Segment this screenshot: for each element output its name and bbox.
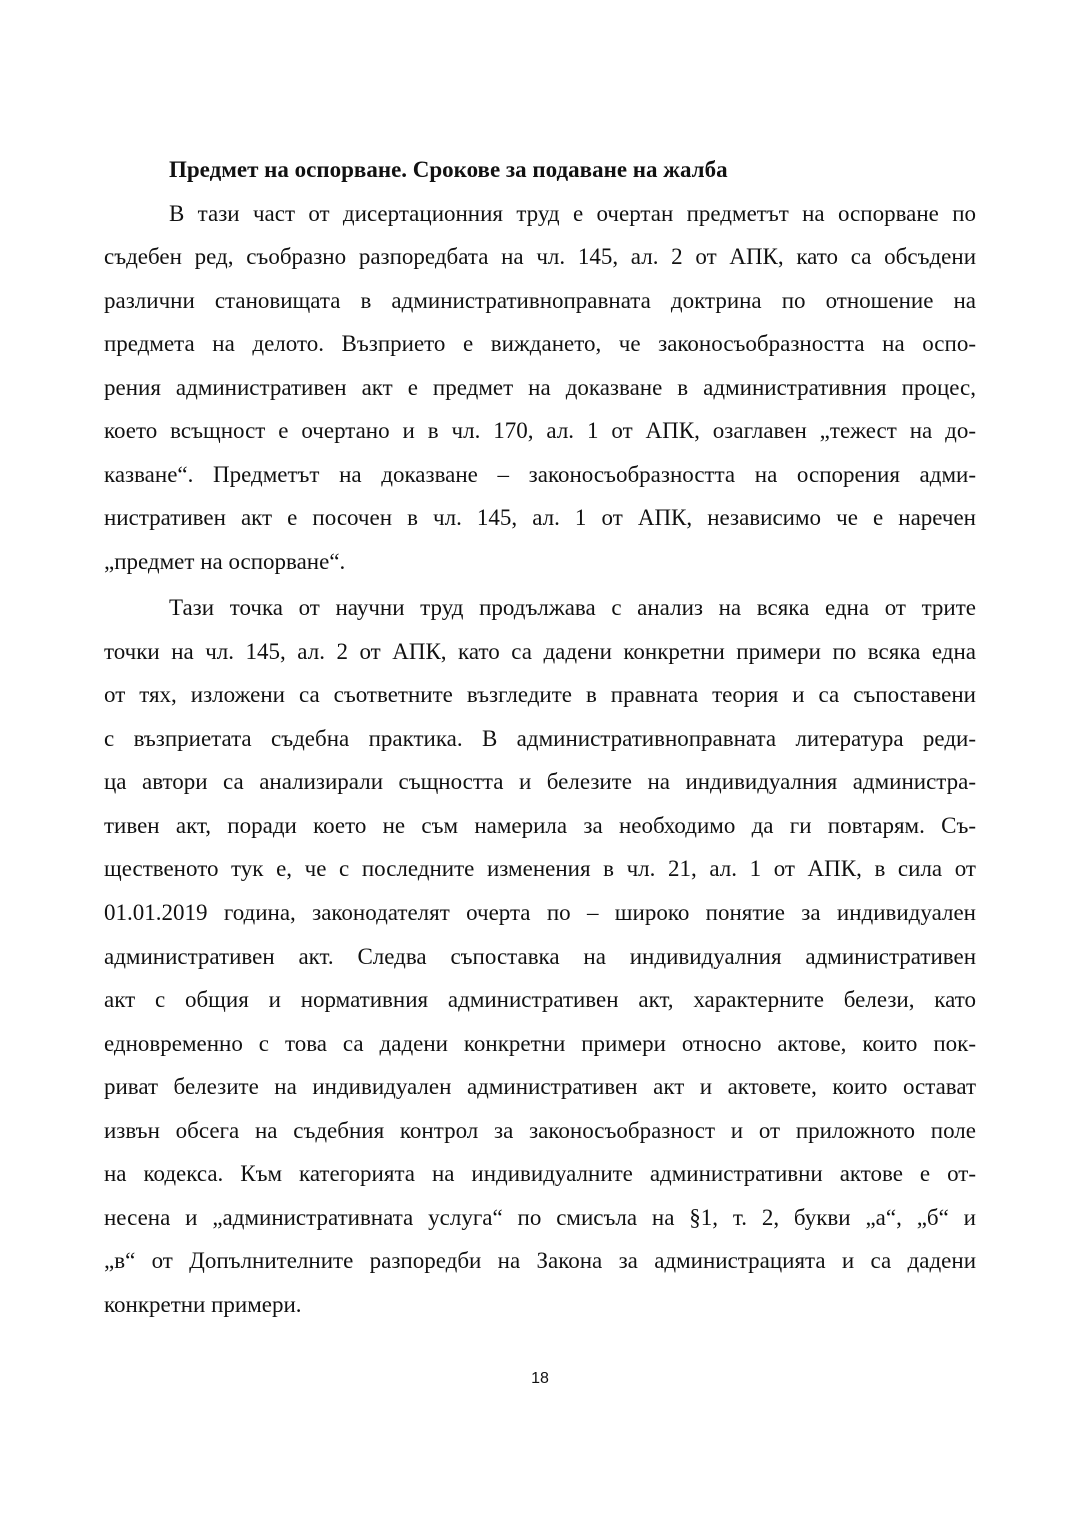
paragraph-1-line-5: рения административен акт е предмет на доказване в административния процес, bbox=[104, 375, 976, 400]
paragraph-2-line-1: Тази точка от научни труд продължава с анализ на всяка една от трите bbox=[169, 595, 976, 620]
paragraph-1-line-2: съдебен ред, съобразно разпоредбата на чл. 145, ал. 2 от АПК, като са обсъдени bbox=[104, 244, 976, 269]
paragraph-2-line-3: от тях, изложени са съответните възгледите в правната теория и са съпоставени bbox=[104, 682, 976, 707]
paragraph-2-line-7: щественото тук е, че с последните изменения в чл. 21, ал. 1 от АПК, в сила от bbox=[104, 856, 976, 881]
paragraph-1-line-3: различни становищата в административноправната доктрина по отношение на bbox=[104, 288, 976, 313]
paragraph-2-line-8: 01.01.2019 година, законодателят очерта по – широко понятие за индивидуален bbox=[104, 900, 976, 925]
paragraph-1-line-7: казване“. Предметът на доказване – законосъобразността на оспорения адми- bbox=[104, 462, 976, 487]
paragraph-1-line-8: нистративен акт е посочен в чл. 145, ал. 1 от АПК, независимо че е наречен bbox=[104, 505, 976, 530]
paragraph-2-line-15: несена и „административната услуга“ по смисъла на §1, т. 2, букви „а“, „б“ и bbox=[104, 1205, 976, 1230]
paragraph-1-line-4: предмета на делото. Възприето е виждането, че законосъобразността на оспо- bbox=[104, 331, 976, 356]
paragraph-2-line-10: акт с общия и нормативния административен акт, характерните белези, като bbox=[104, 987, 976, 1012]
paragraph-2-line-2: точки на чл. 145, ал. 2 от АПК, като са дадени конкретни примери по всяка една bbox=[104, 639, 976, 664]
page-number: 18 bbox=[531, 1370, 549, 1387]
paragraph-2-line-16: „в“ от Допълнителните разпоредби на Закона за администрацията и са дадени bbox=[104, 1248, 976, 1273]
paragraph-1-line-9: „предмет на оспорване“. bbox=[104, 549, 346, 574]
paragraph-2-line-4: с възприетата съдебна практика. В административноправната литература реди- bbox=[104, 726, 976, 751]
section-heading: Предмет на оспорване. Срокове за подаване на жалба bbox=[169, 157, 728, 182]
paragraph-2-line-11: едновременно с това са дадени конкретни примери относно актове, които пок- bbox=[104, 1031, 976, 1056]
paragraph-2-line-6: тивен акт, поради което не съм намерила за необходимо да ги повтарям. Съ- bbox=[104, 813, 976, 838]
paragraph-2-line-13: извън обсега на съдебния контрол за законосъобразност и от приложното поле bbox=[104, 1118, 976, 1143]
paragraph-2-line-9: административен акт. Следва съпоставка на индивидуалния административен bbox=[104, 944, 976, 969]
paragraph-2-line-12: риват белезите на индивидуален административен акт и актовете, които остават bbox=[104, 1074, 976, 1099]
paragraph-2-line-5: ца автори са анализирали същността и белезите на индивидуалния администра- bbox=[104, 769, 976, 794]
paragraph-2-line-17: конкретни примери. bbox=[104, 1292, 302, 1317]
paragraph-2-line-14: на кодекса. Към категорията на индивидуалните административни актове е от- bbox=[104, 1161, 976, 1186]
paragraph-1-line-6: което всъщност е очертано и в чл. 170, ал. 1 от АПК, озаглавен „тежест на до- bbox=[104, 418, 976, 443]
paragraph-1-line-1: В тази част от дисертационния труд е очертан предметът на оспорване по bbox=[169, 201, 976, 226]
